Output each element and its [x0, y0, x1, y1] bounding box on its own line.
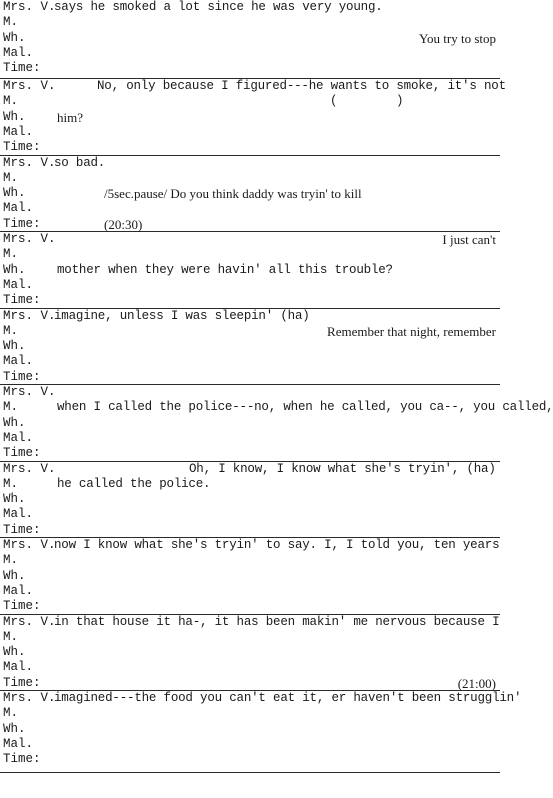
row-mrsv: [0, 0, 500, 15]
transcript-block: [0, 385, 553, 462]
row-mal: [0, 125, 500, 140]
utterance: now I know what she's tryin' to say. I, I told you, ten years: [54, 538, 500, 552]
speaker-label: Wh.: [3, 262, 26, 277]
speaker-label: Mal.: [3, 660, 34, 675]
utterance: No, only because I figured---he wants to smoke, it's not: [97, 79, 506, 93]
row-mrsv: [0, 462, 500, 477]
row-mrsv: [0, 232, 500, 247]
row-m: [0, 171, 500, 186]
speaker-label: M.: [3, 170, 19, 185]
row-mal: [0, 507, 500, 522]
row-wh: [0, 186, 500, 201]
row-mal: [0, 584, 500, 599]
utterance: I just can't: [442, 232, 496, 247]
utterance: imagined---the food you can't eat it, er haven't been strugglin': [54, 691, 522, 705]
row-mrsv: [0, 79, 506, 94]
row-time: [0, 217, 500, 232]
speaker-label: M.: [3, 15, 19, 30]
row-m: [0, 477, 500, 492]
speaker-label: Time:: [3, 140, 41, 155]
speaker-label: Time:: [3, 752, 41, 767]
speaker-label: Mrs. V.: [3, 155, 56, 170]
row-wh: [0, 492, 500, 507]
speaker-label: Mal.: [3, 354, 34, 369]
utterance: Remember that night, remember: [327, 323, 496, 339]
row-wh: [0, 31, 500, 46]
utterance: so bad.: [54, 155, 106, 170]
utterance: he called the police.: [57, 476, 211, 491]
row-mal: [0, 354, 500, 369]
row-m: [0, 15, 500, 30]
speaker-label: Mrs. V.: [3, 385, 56, 399]
speaker-label: M.: [3, 247, 19, 262]
utterance: when I called the police---no, when he called, you ca--, you called,: [57, 400, 553, 415]
speaker-label: Mal.: [3, 507, 34, 522]
speaker-label: Time:: [3, 216, 41, 231]
speaker-label: Time:: [3, 522, 41, 537]
row-wh: [0, 722, 500, 737]
timestamp: (20:30): [104, 216, 143, 232]
row-wh: [0, 263, 500, 278]
row-time: [0, 61, 500, 76]
speaker-label: Mrs. V.: [3, 538, 56, 552]
speaker-label: M.: [3, 94, 19, 109]
speaker-label: M.: [3, 400, 19, 415]
speaker-label: M.: [3, 553, 19, 568]
speaker-label: Mal.: [3, 124, 34, 139]
row-mrsv: [0, 309, 500, 324]
row-mal: [0, 737, 500, 752]
row-time: [0, 599, 500, 614]
speaker-label: Mal.: [3, 736, 34, 751]
transcript-block: [0, 691, 522, 773]
speaker-label: Mal.: [3, 45, 34, 60]
row-mrsv: [0, 538, 500, 553]
speaker-label: Wh.: [3, 30, 26, 45]
speaker-label: Mal.: [3, 430, 34, 445]
speaker-label: Mal.: [3, 277, 34, 292]
speaker-label: Time:: [3, 675, 41, 690]
row-time: [0, 140, 500, 155]
row-mal: [0, 431, 500, 446]
row-m: [0, 706, 500, 721]
speaker-label: Time:: [3, 446, 41, 461]
row-mal: [0, 278, 500, 293]
transcript-block: [0, 309, 500, 386]
utterance: says he smoked a lot since he was very young.: [54, 0, 383, 14]
row-m: [0, 94, 500, 109]
speaker-label: Wh.: [3, 109, 26, 124]
speaker-label: M.: [3, 323, 19, 338]
speaker-label: Mrs. V.: [3, 79, 56, 93]
row-time: [0, 523, 500, 538]
row-wh: [0, 569, 500, 584]
utterance: him?: [57, 109, 83, 125]
row-mal: [0, 201, 500, 216]
utterance: You try to stop: [418, 30, 496, 46]
speaker-label: Wh.: [3, 645, 26, 660]
speaker-label: Wh.: [3, 415, 26, 430]
row-time: [0, 676, 500, 691]
speaker-label: Mrs. V.: [3, 691, 56, 705]
speaker-label: Mrs. V.: [3, 0, 56, 14]
paren-open: (: [330, 94, 338, 109]
speaker-label: Mrs. V.: [3, 461, 56, 476]
timestamp: (21:00): [457, 675, 496, 691]
row-time: [0, 293, 500, 308]
row-time: [0, 370, 500, 385]
speaker-label: Wh.: [3, 721, 26, 736]
utterance: in that house it ha-, it has been makin' me nervous because I: [54, 614, 500, 629]
utterance: Oh, I know, I know what she's tryin', (ha): [189, 461, 496, 476]
row-mrsv: [0, 615, 500, 630]
speaker-label: M.: [3, 476, 19, 491]
row-wh: [0, 110, 500, 125]
transcript-block: [0, 156, 500, 233]
speaker-label: Mrs. V.: [3, 308, 56, 323]
transcript-block: [0, 232, 500, 309]
row-m: [0, 553, 500, 568]
row-m: [0, 630, 500, 645]
transcript-block: [0, 538, 500, 615]
row-time: [0, 446, 500, 461]
utterance: /5sec.pause/ Do you think daddy was tryin' to kill: [104, 186, 362, 202]
speaker-label: Mal.: [3, 583, 34, 598]
row-m: [0, 324, 500, 339]
speaker-label: Time:: [3, 369, 41, 384]
speaker-label: Wh.: [3, 186, 26, 201]
speaker-label: Wh.: [3, 568, 26, 583]
speaker-label: Wh.: [3, 492, 26, 507]
speaker-label: Mrs. V.: [3, 232, 56, 246]
row-time: [0, 752, 500, 767]
speaker-label: M.: [3, 629, 19, 644]
speaker-label: Mrs. V.: [3, 614, 56, 629]
speaker-label: Time:: [3, 599, 41, 614]
transcript-block: [0, 462, 500, 539]
speaker-label: Mal.: [3, 201, 34, 216]
transcript-block: [0, 615, 500, 692]
utterance: imagine, unless I was sleepin' (ha): [54, 308, 310, 323]
speaker-label: Time:: [3, 293, 41, 308]
row-wh: [0, 339, 500, 354]
row-m: [0, 247, 500, 262]
row-mal: [0, 46, 500, 61]
row-mrsv: [0, 385, 500, 400]
row-mrsv: [0, 691, 522, 706]
row-mal: [0, 660, 500, 675]
row-m: [0, 400, 553, 415]
transcript-block: [0, 79, 506, 156]
utterance: mother when they were havin' all this trouble?: [57, 262, 393, 277]
row-wh: [0, 416, 500, 431]
row-mrsv: [0, 156, 500, 171]
transcript-block: [0, 0, 500, 79]
paren-close: ): [396, 94, 404, 109]
speaker-label: Time:: [3, 61, 41, 76]
speaker-label: M.: [3, 706, 19, 721]
row-wh: [0, 645, 500, 660]
speaker-label: Wh.: [3, 339, 26, 354]
